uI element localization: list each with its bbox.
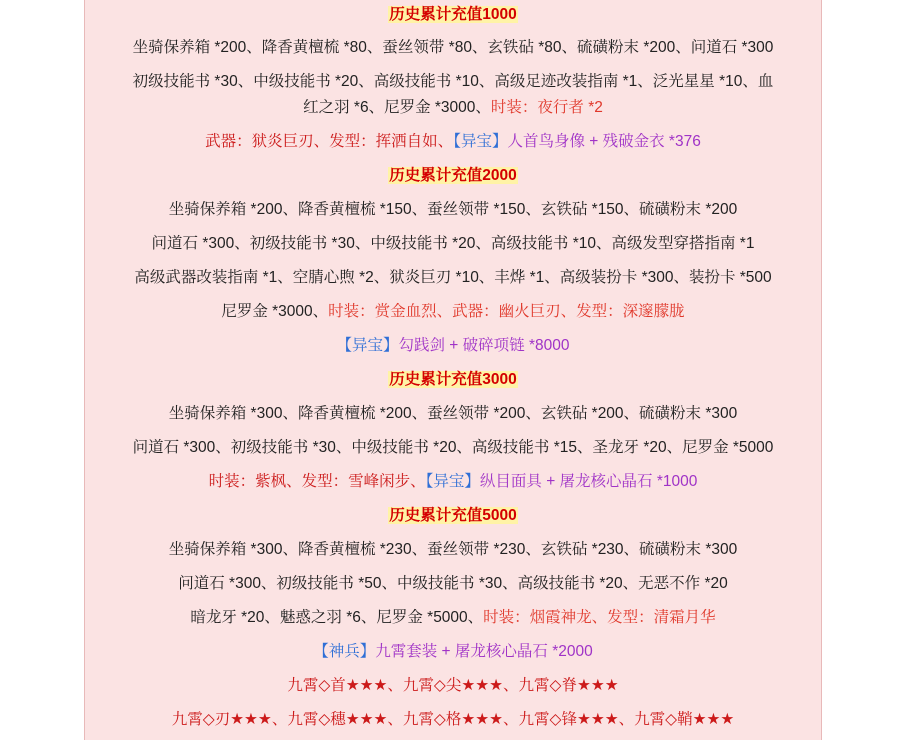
tier-5000-title: 历史累计充值5000 (389, 507, 517, 524)
tier-2000-title: 历史累计充值2000 (389, 167, 517, 184)
reward-panel (84, 0, 822, 740)
tier-3000-costume: 时装：紫枫、发型：雪峰闲步、 (208, 473, 426, 490)
tier-5000-header (85, 504, 821, 528)
tier-2000-header (85, 164, 821, 188)
tier-1000-header (85, 3, 821, 27)
tier-5000-line-2: 问道石 *300、初级技能书 *50、中级技能书 *30、高级技能书 *20、无恶不作 *20 (178, 575, 728, 592)
tier-1000-costume: 时装：夜行者 *2 (490, 99, 603, 116)
tier-2000-line-3: 高级武器改装指南 *1、空腈心煦 *2、狱炎巨刃 *10、丰烨 *1、高级装扮卡 *300、装扮卡 *500 (134, 269, 772, 286)
tier-1000-line-3 (85, 96, 821, 120)
tier-1000-line-2: 初级技能书 *30、中级技能书 *20、高级技能书 *10、高级足迹改装指南 *1、泛光星星 *10、血 (132, 73, 774, 90)
tier-5000-weapon: 九霄套装 + 屠龙核心晶石 *2000 (375, 643, 593, 660)
tier-1000-title: 历史累计充值1000 (389, 6, 517, 23)
tier-3000-header (85, 368, 821, 392)
tier-5000-costume: 时装：烟霞神龙、发型：清霜月华 (483, 609, 716, 626)
tier-3000-line-1: 坐骑保养箱 *300、降香黄檀梳 *200、蚕丝领带 *200、玄铁砧 *200、硫磺粉末 *300 (168, 405, 738, 422)
tier-2000-line-1: 坐骑保养箱 *200、降香黄檀梳 *150、蚕丝领带 *150、玄铁砧 *150、硫磺粉末 *200 (168, 201, 738, 218)
tier-5000-line-3 (85, 606, 821, 630)
tier-2000-gold: 尼罗金 *3000、 (221, 303, 329, 320)
tier-2000-line-4 (85, 300, 821, 324)
tier-5000-weapon-tag: 【神兵】 (313, 643, 376, 660)
tier-3000-treasure-tag: 【异宝】 (425, 473, 480, 490)
tier-1000-line-4 (85, 130, 821, 154)
tier-3000-line-2: 问道石 *300、初级技能书 *30、中级技能书 *20、高级技能书 *15、圣龙牙 *20、尼罗金 *5000 (132, 439, 774, 456)
tier-5000-line-6: 九霄◇刃★★★、九霄◇穗★★★、九霄◇格★★★、九霄◇锋★★★、九霄◇鞘★★★ (171, 711, 735, 728)
tier-5000-line-5: 九霄◇首★★★、九霄◇尖★★★、九霄◇脊★★★ (287, 677, 619, 694)
tier-2000-line-2: 问道石 *300、初级技能书 *30、中级技能书 *20、高级技能书 *10、高级发型穿搭指南 *1 (151, 235, 755, 252)
tier-1000-treasure-tag: 【异宝】 (453, 133, 508, 150)
tier-5000-items-tail: 暗龙牙 *20、魅惑之羽 *6、尼罗金 *5000、 (190, 609, 484, 626)
tier-2000-line-5 (85, 334, 821, 358)
tier-1000-line-1: 坐骑保养箱 *200、降香黄檀梳 *80、蚕丝领带 *80、玄铁砧 *80、硫磺粉末 *200、问道石 *300 (132, 39, 774, 56)
tier-1000-weapon-hair: 武器：狱炎巨刃、发型：挥洒自如、 (205, 133, 454, 150)
tier-3000-line-3 (85, 470, 821, 494)
tier-2000-treasure-tag: 【异宝】 (336, 337, 399, 354)
tier-2000-treasure: 勾践剑 + 破碎项链 *8000 (398, 337, 570, 354)
tier-1000-treasure: 人首鸟身像 + 残破金衣 *376 (507, 133, 701, 150)
tier-2000-costume: 时装：赏金血烈、武器：幽火巨刃、发型：深邃朦胧 (328, 303, 685, 320)
tier-1000-items-tail: 红之羽 *6、尼罗金 *3000、 (303, 99, 491, 116)
tier-3000-treasure: 纵目面具 + 屠龙核心晶石 *1000 (479, 473, 698, 490)
tier-5000-line-4 (85, 640, 821, 664)
tier-3000-title: 历史累计充值3000 (389, 371, 517, 388)
tier-5000-line-1: 坐骑保养箱 *300、降香黄檀梳 *230、蚕丝领带 *230、玄铁砧 *230、硫磺粉末 *300 (168, 541, 738, 558)
